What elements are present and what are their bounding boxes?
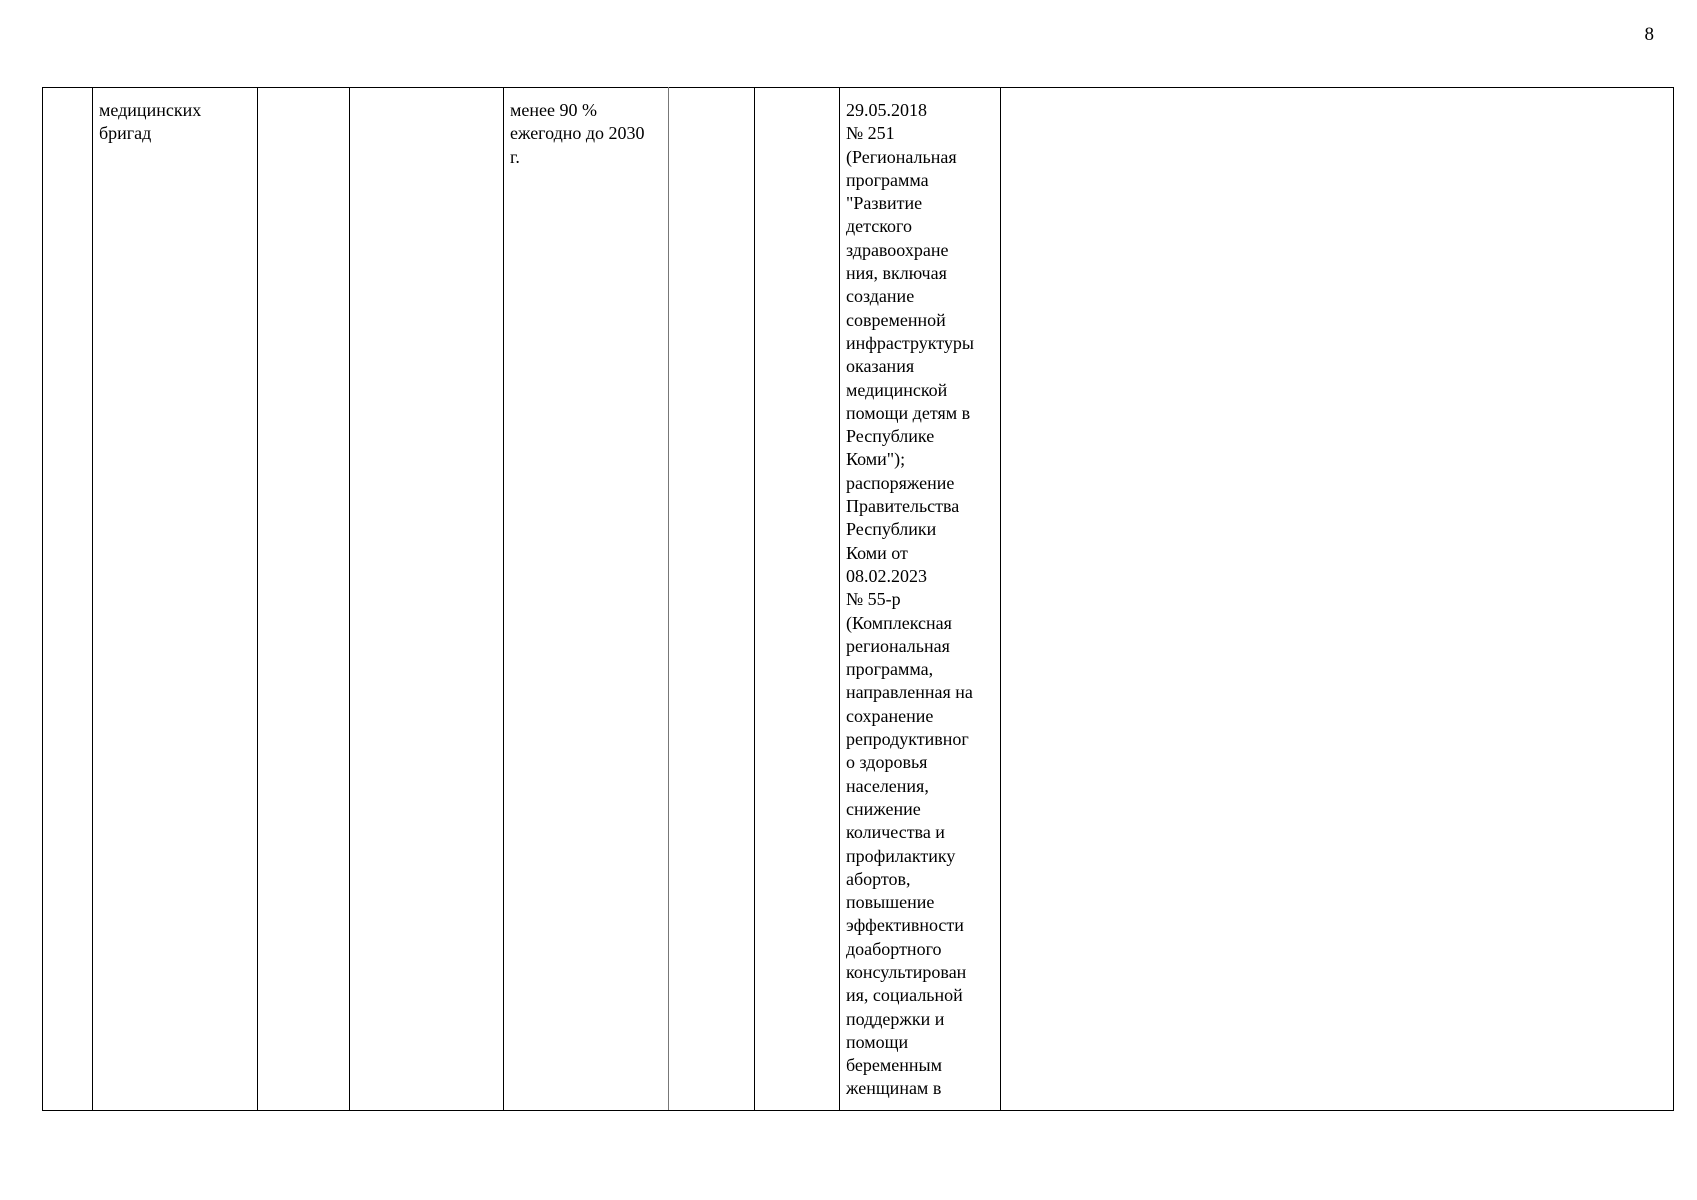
cell-text-line: консультирован bbox=[846, 961, 967, 982]
table-cell-9 bbox=[1001, 88, 1674, 1111]
cell-text-line: беременным bbox=[846, 1055, 943, 1076]
cell-text-line: г. bbox=[510, 146, 520, 167]
cell-text-line: репродуктивног bbox=[846, 729, 969, 750]
cell-text-line: повышение bbox=[846, 892, 935, 913]
cell-text-line: Республике bbox=[846, 426, 935, 447]
cell-text-line: № 55-р bbox=[846, 589, 901, 610]
cell-text-line: (Комплексная bbox=[846, 612, 952, 633]
cell-text-line: (Региональная bbox=[846, 146, 957, 167]
table-cell-7 bbox=[755, 88, 840, 1111]
table-row bbox=[43, 88, 1674, 1111]
cell-text-line: эффективности bbox=[846, 915, 964, 936]
cell-text-line: Коми от bbox=[846, 542, 908, 563]
cell-text-line: ния, включая bbox=[846, 263, 947, 284]
page-number: 8 bbox=[1644, 24, 1654, 45]
table-cell-5 bbox=[504, 88, 669, 1111]
table-cell-3 bbox=[258, 88, 350, 1111]
table-cell-6 bbox=[669, 88, 755, 1111]
cell-text-line: профилактику bbox=[846, 845, 956, 866]
cell-text-line: бригад bbox=[99, 123, 152, 144]
cell-text-line: доабортного bbox=[846, 938, 942, 959]
cell-text-line: населения, bbox=[846, 775, 929, 796]
cell-text-line: о здоровья bbox=[846, 752, 928, 773]
cell-text-line: помощи детям в bbox=[846, 402, 971, 423]
cell-text-line: распоряжение bbox=[846, 472, 955, 493]
cell-text-line: оказания bbox=[846, 356, 915, 377]
cell-text-line: 08.02.2023 bbox=[846, 565, 927, 586]
cell-text-line: программа, bbox=[846, 659, 934, 680]
cell-text-line: менее 90 % bbox=[510, 100, 597, 120]
cell-text-line: женщинам в bbox=[846, 1078, 942, 1099]
cell-text-line: ежегодно до 2030 bbox=[510, 123, 645, 144]
cell-text-line: инфраструктуры bbox=[846, 332, 974, 353]
cell-text-line: абортов, bbox=[846, 868, 911, 889]
cell-text-line: направленная на bbox=[846, 682, 973, 703]
cell-text-line: сохранение bbox=[846, 705, 934, 726]
cell-text-line: Республики bbox=[846, 519, 937, 540]
cell-text-line: "Развитие bbox=[846, 193, 923, 214]
cell-text-line: 29.05.2018 bbox=[846, 100, 927, 120]
cell-text bbox=[99, 99, 252, 146]
cell-text-line: медицинских bbox=[99, 100, 202, 120]
cell-text-line: поддержки и bbox=[846, 1008, 945, 1029]
document-table bbox=[42, 87, 1674, 1111]
cell-text-line: программа bbox=[846, 169, 929, 190]
cell-text-line: ия, социальной bbox=[846, 985, 963, 1006]
table-cell-2 bbox=[93, 88, 258, 1111]
cell-text-line: № 251 bbox=[846, 123, 895, 144]
cell-text-line: создание bbox=[846, 286, 915, 307]
cell-text-line: Правительства bbox=[846, 496, 960, 517]
cell-text-line: современной bbox=[846, 309, 946, 330]
cell-text-line: региональная bbox=[846, 635, 950, 656]
cell-text-line: помощи bbox=[846, 1031, 909, 1052]
cell-text-line: здравоохране bbox=[846, 239, 949, 260]
cell-text-line: количества и bbox=[846, 822, 945, 843]
table-cell-8 bbox=[840, 88, 1001, 1111]
cell-text bbox=[510, 99, 663, 169]
table-cell-1 bbox=[43, 88, 93, 1111]
cell-text-line: медицинской bbox=[846, 379, 948, 400]
cell-text bbox=[846, 99, 995, 1101]
cell-text-line: Коми"); bbox=[846, 449, 906, 470]
cell-text-line: детского bbox=[846, 216, 912, 237]
cell-text-line: снижение bbox=[846, 798, 921, 819]
table-cell-4 bbox=[350, 88, 504, 1111]
